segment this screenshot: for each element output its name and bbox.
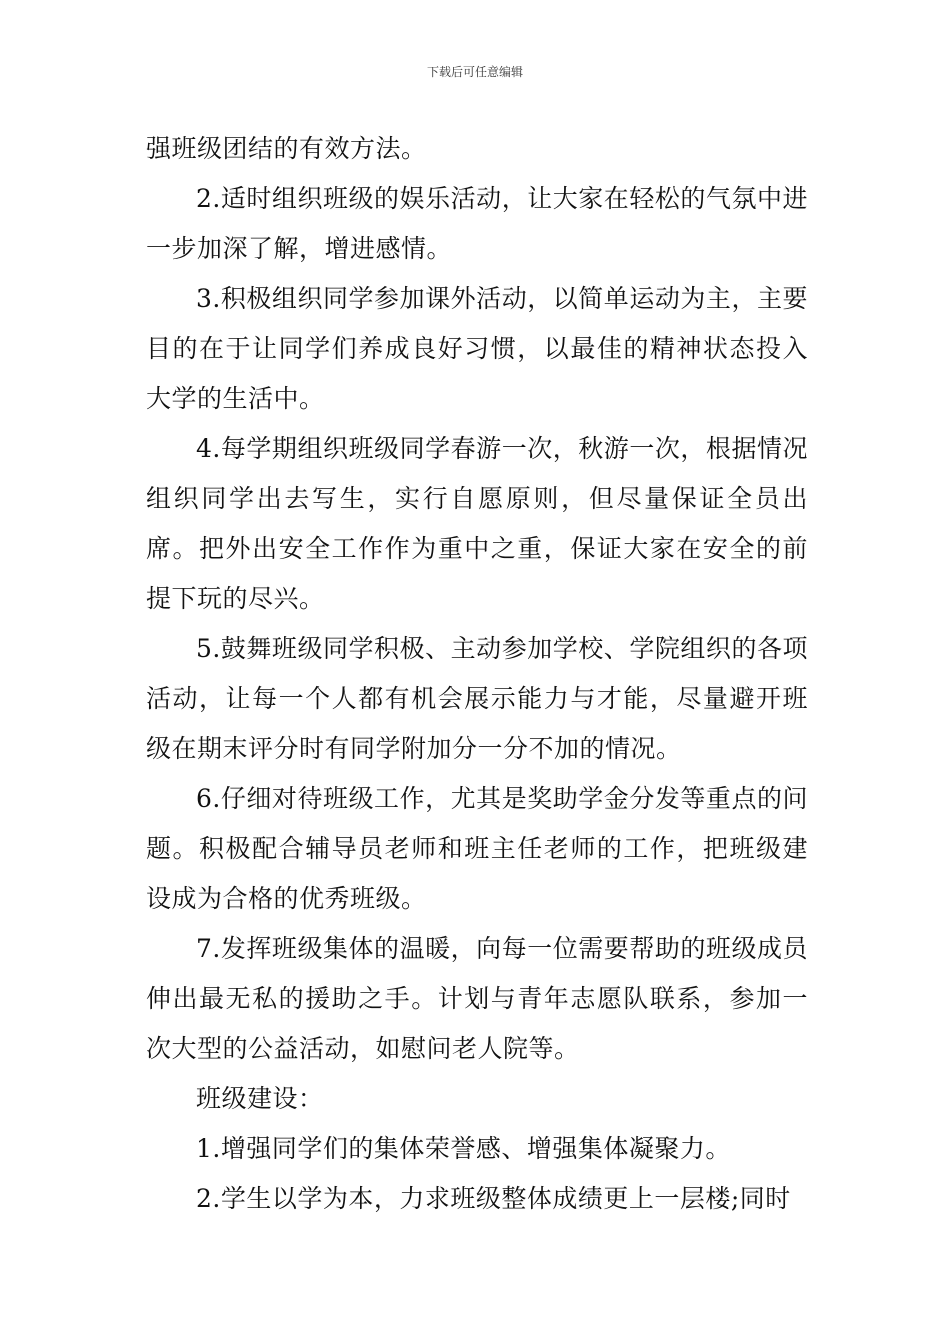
paragraph-building-2: 2.学生以学为本，力求班级整体成绩更上一层楼;同时 (196, 1184, 791, 1213)
paragraph-item-3: 3.积极组织同学参加课外活动，以简单运动为主，主要目的在于让同学们养成良好习惯，以最佳的精神状态投入大学的生活中。 (146, 284, 808, 413)
paragraph-item-2: 2.适时组织班级的娱乐活动，让大家在轻松的气氛中进一步加深了解，增进感情。 (146, 184, 808, 263)
paragraph-item-5: 5.鼓舞班级同学积极、主动参加学校、学院组织的各项活动，让每一个人都有机会展示能力与才能，尽量避开班级在期末评分时有同学附加分一分不加的情况。 (146, 634, 808, 763)
paragraph-building-1: 1.增强同学们的集体荣誉感、增强集体凝聚力。 (196, 1134, 731, 1163)
page-header: 下载后可任意编辑 (426, 65, 523, 79)
paragraph-item-4: 4.每学期组织班级同学春游一次，秋游一次，根据情况组织同学出去写生，实行自愿原则，但尽量保证全员出席。把外出安全工作作为重中之重，保证大家在安全的前提下玩的尽兴。 (146, 434, 808, 613)
section-heading-class-building: 班级建设： (196, 1084, 324, 1113)
paragraph-item-7: 7.发挥班级集体的温暖，向每一位需要帮助的班级成员伸出最无私的援助之手。计划与青年志愿队联系，参加一次大型的公益活动，如慰问老人院等。 (146, 934, 808, 1063)
document-body (146, 124, 808, 1224)
paragraph-continuation: 强班级团结的有效方法。 (146, 134, 427, 163)
paragraph-item-6: 6.仔细对待班级工作，尤其是奖助学金分发等重点的问题。积极配合辅导员老师和班主任老师的工作，把班级建设成为合格的优秀班级。 (146, 784, 808, 913)
